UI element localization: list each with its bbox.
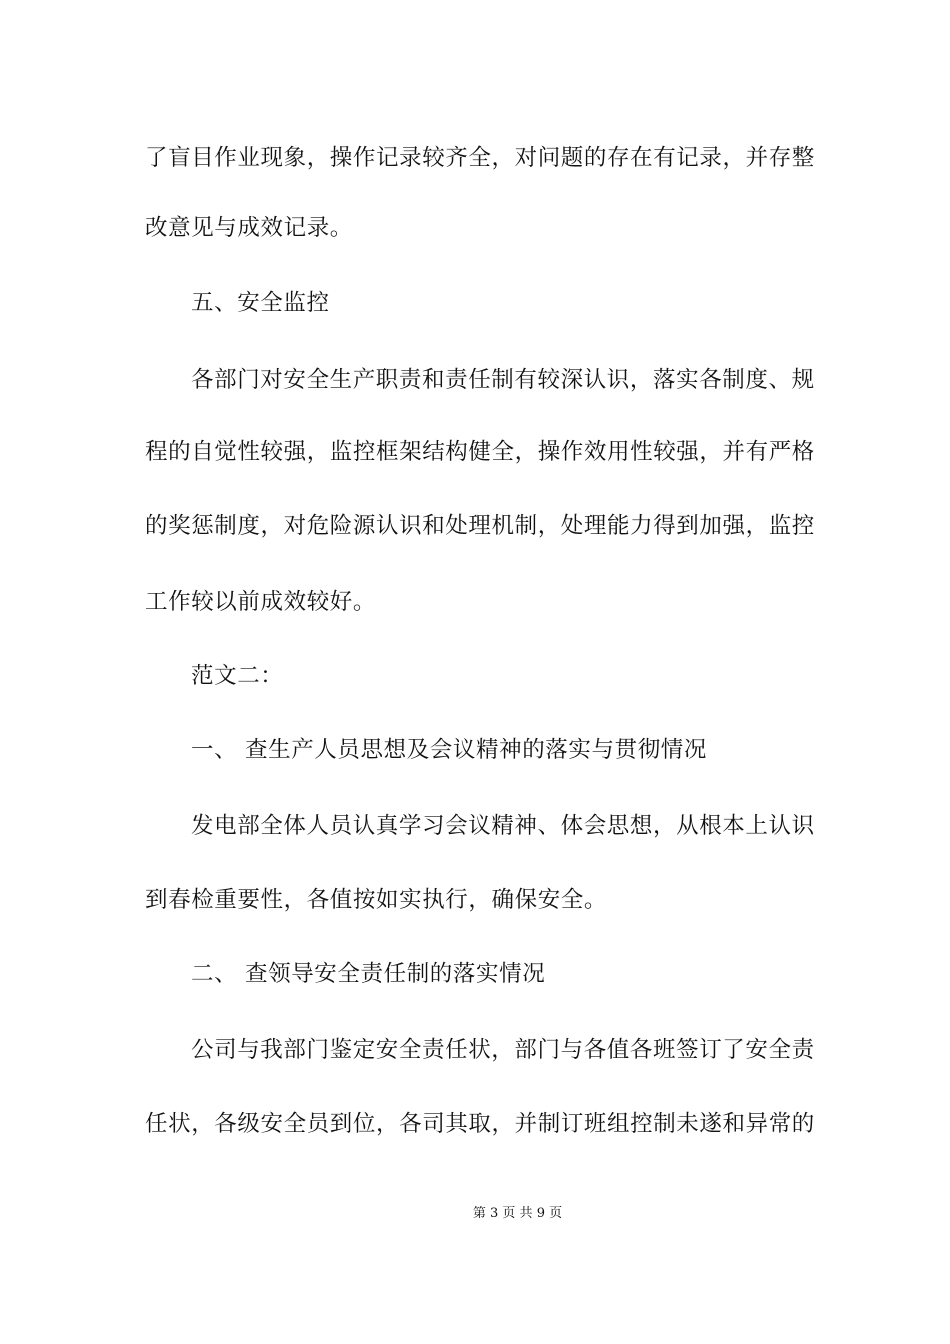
heading-number: 二、 [191, 961, 238, 987]
paragraph-line: 到春检重要性，各值按如实执行，确保安全。 [145, 887, 608, 913]
heading-number: 一、 [191, 737, 238, 763]
paragraph-line: 了盲目作业现象，操作记录较齐全，对问题的存在有记录，并存整 [145, 145, 815, 171]
paragraph-line: 任状，各级安全员到位，各司其取，并制订班组控制未遂和异常的 [145, 1111, 815, 1137]
paragraph-line: 各部门对安全生产职责和责任制有较深认识，落实各制度、规 [191, 367, 815, 393]
paragraph-line: 程的自觉性较强，监控框架结构健全，操作效用性较强，并有严格 [145, 439, 815, 465]
paragraph-line: 的奖惩制度，对危险源认识和处理机制，处理能力得到加强，监控 [145, 513, 815, 539]
section-heading: 范文二： [191, 663, 284, 689]
heading-text: 查生产人员思想及会议精神的落实与贯彻情况 [245, 737, 708, 763]
paragraph-line: 公司与我部门鉴定安全责任状，部门与各值各班签订了安全责 [191, 1037, 815, 1063]
heading-text: 查领导安全责任制的落实情况 [245, 961, 546, 987]
paragraph-line: 工作较以前成效较好。 [145, 589, 377, 615]
numbered-heading [191, 959, 545, 989]
section-heading: 五、安全监控 [191, 290, 330, 316]
numbered-heading [191, 735, 707, 765]
paragraph-line: 发电部全体人员认真学习会议精神、体会思想，从根本上认识 [191, 813, 815, 839]
page-number-footer: 第 3 页 共 9 页 [472, 1206, 563, 1221]
paragraph-line: 改意见与成效记录。 [145, 215, 353, 241]
